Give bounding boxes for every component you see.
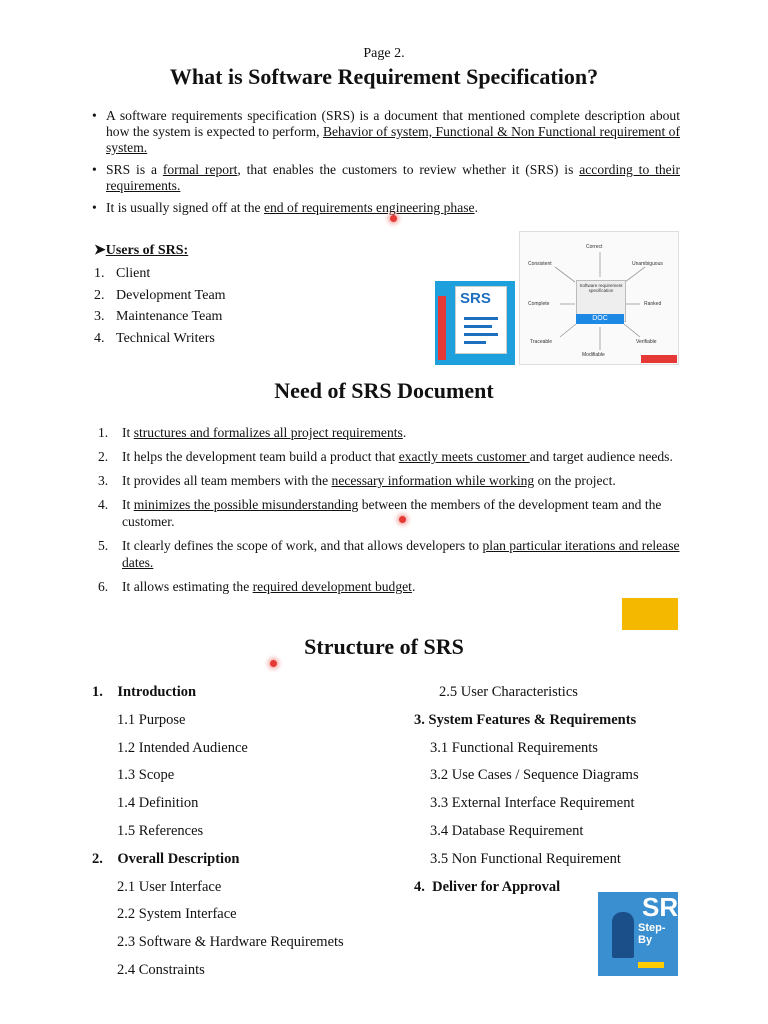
page-number: Page 2. <box>363 46 405 61</box>
diagram-label-traceable: Traceable <box>530 339 553 345</box>
structure-item: 1.2 Intended Audience <box>117 739 248 756</box>
structure-item: 1. Introduction <box>92 684 197 700</box>
structure-item: 4. Deliver for Approval <box>414 878 561 895</box>
user-list-item: 2. Development Team <box>94 287 226 303</box>
bullet-item: • It is usually signed off at the end of requirements engineering phase. <box>92 200 680 216</box>
thumbnail-title: SR <box>642 892 679 922</box>
structure-item: 3.5 Non Functional Requirement <box>430 850 621 867</box>
section-title-structure-of-srs: Structure of SRS <box>304 634 464 659</box>
structure-item: 2.3 Software & Hardware Requiremets <box>117 934 344 951</box>
user-list-item: 4. Technical Writers <box>94 331 215 347</box>
pointer-dot <box>399 516 406 523</box>
srs-document-icon <box>455 286 507 354</box>
structure-item: 3.2 Use Cases / Sequence Diagrams <box>430 767 639 784</box>
structure-item: 2.2 System Interface <box>117 906 237 923</box>
srs-definition-bullets <box>92 108 680 222</box>
srs-step-by-step-thumbnail <box>598 892 678 976</box>
srs-icon-label: SRS <box>460 290 491 307</box>
need-list-item: 2. It helps the development team build a product that exactly meets customer and target audience needs. <box>98 449 673 464</box>
structure-item: 3.1 Functional Requirements <box>430 739 598 756</box>
section-title-need-of-srs: Need of SRS Document <box>274 378 494 403</box>
person-icon <box>612 912 634 958</box>
diagram-label-verifiable: Verifiable <box>636 339 657 345</box>
arrow-icon: ➤ <box>94 243 106 258</box>
structure-item: 2. Overall Description <box>92 850 240 867</box>
structure-right-column <box>414 679 639 901</box>
pointer-dot <box>390 215 397 222</box>
structure-item: 1.5 References <box>117 822 204 839</box>
bullet-item: • SRS is a formal report, that enables the customers to review whether it (SRS) is according to their requirements. <box>92 162 680 194</box>
diagram-label-consistent: Consistent <box>528 261 552 267</box>
structure-item: 3.4 Database Requirement <box>430 822 584 839</box>
srs-qualities-diagram <box>519 231 679 365</box>
structure-item: 3.3 External Interface Requirement <box>430 795 635 812</box>
diagram-label-complete: Complete <box>528 301 550 307</box>
section-title-what-is-srs: What is Software Requirement Specification? <box>169 64 599 89</box>
diagram-center-doc: Software requirement specification <box>576 280 626 322</box>
pencil-icon <box>438 296 446 360</box>
thumbnail-tag <box>638 962 664 968</box>
need-list-item: 1. It structures and formalizes all project requirements. <box>98 425 407 440</box>
need-of-srs-list <box>98 424 688 602</box>
pointer-dot <box>270 660 277 667</box>
need-list-item: 6. It allows estimating the required development budget. <box>98 579 416 594</box>
diagram-label-ranked: Ranked <box>644 301 662 307</box>
structure-left-column <box>92 679 344 985</box>
need-list-item: 3. It provides all team members with the necessary information while working on the project. <box>98 473 616 488</box>
bullet-item: • A software requirements specification (SRS) is a document that mentioned complete description about how the system is expected to perform, Behavior of system, Functional & Non Functional requirement of system. <box>92 108 680 156</box>
structure-item: 1.1 Purpose <box>117 711 186 728</box>
structure-item: 2.4 Constraints <box>117 961 205 978</box>
structure-item: 1.3 Scope <box>117 767 175 784</box>
structure-item: 2.5 User Characteristics <box>439 684 578 700</box>
need-list-item: 4. It minimizes the possible misunderstanding between the members of the development team and the customer. <box>98 497 662 529</box>
diagram-doc-badge: DOC <box>576 314 624 324</box>
user-list-item: 1. Client <box>94 266 151 281</box>
diagram-watermark-bar <box>641 355 677 363</box>
users-list <box>94 263 226 350</box>
thumbnail-yellow <box>622 598 678 630</box>
diagram-label-correct: Correct <box>586 244 603 250</box>
diagram-label-unambiguous: Unambiguous <box>632 261 663 267</box>
thumbnail-subtitle: Step-By <box>638 922 666 946</box>
structure-item: 2.1 User Interface <box>117 878 222 895</box>
structure-item: 1.4 Definition <box>117 795 199 812</box>
user-list-item: 3. Maintenance Team <box>94 309 223 325</box>
need-list-item: 5. It clearly defines the scope of work, and that allows developers to plan particular iterations and release dates. <box>98 538 680 570</box>
diagram-label-modifiable: Modifiable <box>582 352 605 358</box>
structure-item: 3. System Features & Requirements <box>414 711 637 728</box>
users-heading: ➤Users of SRS: <box>94 243 189 258</box>
